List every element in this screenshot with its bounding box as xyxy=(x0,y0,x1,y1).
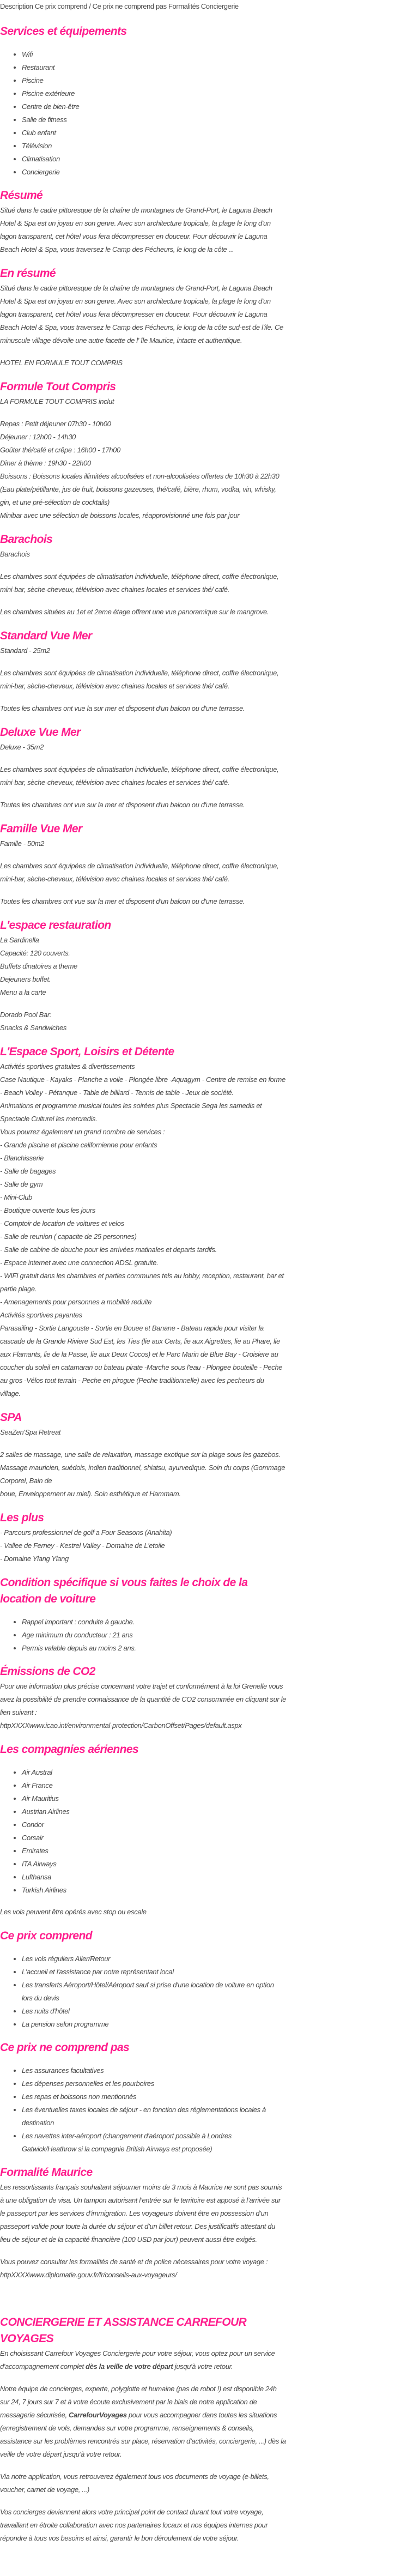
section-conciergerie-et-assistance-carrefour-voy xyxy=(0,2314,286,2545)
list-item: • Centre de bien-être xyxy=(22,100,286,113)
section-en-resume xyxy=(0,265,286,370)
list-item: • ITA Airways xyxy=(22,1858,286,1871)
text-line: - Salle de bagages xyxy=(0,1167,56,1175)
list-item: • Lufthansa xyxy=(22,1871,286,1884)
text-line: Goûter thé/café et crêpe : 16h00 - 17h00 xyxy=(0,446,120,454)
text-line: Case Nautique - Kayaks - Planche a voile - Plongée libre -Aquagym - Centre de remise en forme - Beach Volley - Pétanque - Table de billiard - Tennis de table - Jeux de société. xyxy=(0,1075,286,1097)
text-line: Dîner à thème : 19h30 - 22h00 xyxy=(0,459,91,467)
section-deluxe-vue-mer xyxy=(0,724,286,812)
text-line: HOTEL EN FORMULE TOUT COMPRIS xyxy=(0,359,123,367)
section-spa xyxy=(0,1410,286,1501)
list-item: • Les transferts Aéroport/Hôtel/Aéroport sauf si prise d'une location de voiture en option lors du devis xyxy=(22,1979,286,2005)
section-heading: Deluxe Vue Mer xyxy=(0,726,81,739)
list-item: • Les vols réguliers Aller/Retour xyxy=(22,1952,286,1966)
section-heading: Formalité Maurice xyxy=(0,2166,93,2179)
text-line: Repas : Petit déjeuner 07h30 - 10h00 xyxy=(0,420,111,428)
paragraph xyxy=(0,837,286,850)
list-item: • Air Mauritius xyxy=(22,1792,286,1805)
text-line: Toutes les chambres ont vue sur la mer et disposent d'un balcon ou d'une terrasse. xyxy=(0,897,245,905)
text-line: - Grande piscine et piscine californienne pour enfants xyxy=(0,1141,157,1149)
text-line: - Comptoir de location de voitures et velos xyxy=(0,1219,124,1227)
paragraph xyxy=(0,1060,286,1400)
section-resume xyxy=(0,188,286,256)
paragraph xyxy=(0,1526,286,1565)
section-heading: Famille Vue Mer xyxy=(0,823,82,835)
section-heading: L'Espace Sport, Loisirs et Détente xyxy=(0,1045,174,1058)
text-line: boue, Enveloppement au miel). Soin esthétique et Hammam. xyxy=(0,1490,181,1498)
section-heading: Les plus xyxy=(0,1511,44,1524)
section-heading: CONCIERGERIE ET ASSISTANCE CARREFOUR VOYAGES xyxy=(0,2316,247,2345)
list-item: • Age minimum du conducteur : 21 ans xyxy=(22,1629,286,1642)
paragraph xyxy=(0,1906,286,1919)
list-item: • Emirates xyxy=(22,1845,286,1858)
bullet-list xyxy=(0,1952,286,2031)
text-line: - Salle de reunion ( capacite de 25 personnes) xyxy=(0,1232,137,1241)
text-line: - WIFI gratuit dans les chambres et parties communes tels au lobby, reception, restaurant, bar et partie plage. xyxy=(0,1272,284,1293)
paragraph xyxy=(0,548,286,561)
paragraph xyxy=(0,2347,286,2373)
paragraph xyxy=(0,934,286,999)
list-item: • Air Austral xyxy=(22,1766,286,1779)
bold-text: dès la veille de votre départ xyxy=(86,2362,173,2371)
text-line: Boissons : Boissons locales illimitées alcoolisées et non-alcoolisées offertes de 10h30 à 22h30 (Eau plate/pétillante, jus de fruit, boissons gazeuses, thé/café, bière, rhum, vodka, vin, whisky, gin, et une pré-sélection de cocktails) xyxy=(0,472,280,506)
text-line: Toutes les chambres ont vue la sur mer et disposent d'un balcon ou d'une terrasse. xyxy=(0,704,245,712)
text-line: Les vols peuvent être opérés avec stop ou escale xyxy=(0,1908,147,1916)
list-item: • Permis valable depuis au moins 2 ans. xyxy=(22,1642,286,1655)
text-line: - Amenagements pour personnes a mobilité reduite xyxy=(0,1298,152,1306)
bold-text: CarrefourVoyages xyxy=(68,2411,127,2419)
paragraph xyxy=(0,2181,286,2246)
section-famille-vue-mer xyxy=(0,821,286,908)
paragraph xyxy=(0,799,286,812)
list-item: • Piscine xyxy=(22,74,286,87)
paragraph xyxy=(0,763,286,789)
paragraph xyxy=(0,644,286,657)
section-heading: Barachois xyxy=(0,533,53,546)
section-heading: En résumé xyxy=(0,267,56,280)
text-line: - Vallee de Ferney - Kestrel Valley - Domaine de L'etoile xyxy=(0,1541,165,1550)
text-line: Les ressortissants français souhaitant séjourner moins de 3 mois à Maurice ne sont pas soumis à une obligation de visa. Un tampon autorisant l’entrée sur le territoire est apposé à l’arrivée sur le passeport par les services d’immigration. Les voyageurs doivent être en possession d’un passeport valide pour toute la durée du séjour et d’un billet retour. Des justificatifs attestant du lieu de séjour et de la capacité financière (100 USD par jour) peuvent aussi être exigés. xyxy=(0,2183,282,2244)
section-emissions-de-co2 xyxy=(0,1664,286,1732)
text-line: 2 salles de massage, une salle de relaxation, massage exotique sur la plage sous les gazebos. Massage mauricien, suédois, indien traditionnel, shiatsu, ayurvedique. Soin du corps (Gommage Corporel, Bain de xyxy=(0,1450,286,1485)
list-item: • L'accueil et l'assistance par notre représentant local xyxy=(22,1966,286,1979)
list-item: • Austrian Airlines xyxy=(22,1805,286,1818)
paragraph xyxy=(0,2383,286,2461)
sections-container xyxy=(0,23,286,2545)
section-heading: Résumé xyxy=(0,189,43,202)
list-item: • Les éventuelles taxes locales de séjour - en fonction des réglementations locales à destination xyxy=(22,2103,286,2130)
text-line: Vous pourrez également un grand nombre de services : xyxy=(0,1128,165,1136)
bullet-list xyxy=(0,2064,286,2156)
text-line: Toutes les chambres ont vue sur la mer et disposent d'un balcon ou d'une terrasse. xyxy=(0,801,245,809)
paragraph xyxy=(0,1008,286,1035)
text-segment: pour vous accompagner dans toutes les situations (enregistrement de vols, demandes sur votre programme, renseignements & conseils, assistance sur les problèmes rencontrés sur place, réservation d’activités, conciergerie, ...) dès la veille de votre départ jusqu’à votre retour. xyxy=(0,2411,286,2458)
text-line: Pour une information plus précise concernant votre trajet et conformément à la loi Grenelle vous avez la possibilité de prendre connaissance de la quantité de CO2 consommée en cliquant sur le lien suivant : xyxy=(0,1682,286,1716)
section-ce-prix-ne-comprend-pas xyxy=(0,2040,286,2156)
section-heading: Émissions de CO2 xyxy=(0,1665,95,1678)
list-item: • Télévision xyxy=(22,140,286,153)
paragraph xyxy=(0,2506,286,2545)
text-line: Situé dans le cadre pittoresque de la chaîne de montagnes de Grand-Port, le Laguna Beach Hotel & Spa est un joyau en son genre. Avec son architecture tropicale, la plage le long d'un lagon transparent, cet hôtel vous fera décompresser en douceur. Pour découvrir le Laguna Beach Hotel & Spa, vous traversez le Camp des Pécheurs, le long de la côte sud-est de l'île. Ce minuscule village dévoile une autre facette de l' île Maurice, intacte et authentique. xyxy=(0,284,283,344)
text-line: httpXXXXwww.icao.int/environmental-protection/CarbonOffset/Pages/default.aspx xyxy=(0,1721,242,1730)
text-line: Snacks & Sandwiches xyxy=(0,1024,66,1032)
bullet-list xyxy=(0,1616,286,1655)
bullet-list xyxy=(0,1766,286,1897)
paragraph xyxy=(0,418,286,522)
list-item: • Les navettes inter-aéroport (changement d'aéroport possible à Londres Gatwick/Heathrow si la compagnie British Airways est proposée) xyxy=(22,2130,286,2156)
text-line: - Blanchisserie xyxy=(0,1154,44,1162)
paragraph xyxy=(0,860,286,886)
list-item: • Condor xyxy=(22,1818,286,1831)
paragraph xyxy=(0,356,286,370)
text-line: - Domaine Ylang Ylang xyxy=(0,1555,69,1563)
list-item: • Club enfant xyxy=(22,126,286,140)
paragraph xyxy=(0,570,286,596)
list-item: • Conciergerie xyxy=(22,166,286,179)
section-services-et-equipements xyxy=(0,23,286,179)
section-heading: Les compagnies aériennes xyxy=(0,1743,139,1756)
section-heading: Ce prix comprend xyxy=(0,1930,92,1942)
list-item: • Corsair xyxy=(22,1831,286,1845)
section-formule-tout-compris xyxy=(0,379,286,522)
text-line: - Mini-Club xyxy=(0,1193,32,1201)
text-line: Standard - 25m2 xyxy=(0,646,50,655)
text-line: Les chambres sont équipées de climatisation individuelle, téléphone direct, coffre électronique, mini-bar, sèche-cheveux, télévision avec chaines locales et services thé/ café. xyxy=(0,572,279,594)
paragraph xyxy=(0,204,286,256)
paragraph xyxy=(0,667,286,693)
paragraph xyxy=(0,1448,286,1501)
paragraph xyxy=(0,895,286,908)
text-line: Deluxe - 35m2 xyxy=(0,743,44,751)
text-line: Via notre application, vous retrouverez également tous vos documents de voyage (e-billets, voucher, carnet de voyage, ...) xyxy=(0,2472,269,2494)
section-les-plus xyxy=(0,1510,286,1565)
intro-line: Description Ce prix comprend / Ce prix ne comprend pas Formalités Conciergerie xyxy=(0,2,239,10)
list-item: • Les assurances facultatives xyxy=(22,2064,286,2077)
text-line: Capacité: 120 couverts. xyxy=(0,949,70,957)
list-item: • Turkish Airlines xyxy=(22,1884,286,1897)
paragraph xyxy=(0,741,286,754)
paragraph xyxy=(0,395,286,408)
section-standard-vue-mer xyxy=(0,628,286,715)
list-item: • Climatisation xyxy=(22,153,286,166)
text-line: Les chambres sont équipées de climatisation individuelle, téléphone direct, coffre électronique, mini-bar, sèche-cheveux, télévision avec chaines locales et services thé/ café. xyxy=(0,765,279,787)
section-formalite-maurice xyxy=(0,2164,286,2282)
list-item: • Piscine extérieure xyxy=(22,87,286,100)
text-line: La Sardinella xyxy=(0,936,39,944)
paragraph xyxy=(0,1680,286,1732)
section-les-compagnies-aeriennes xyxy=(0,1741,286,1919)
section-heading: Ce prix ne comprend pas xyxy=(0,2041,130,2054)
text-segment: Notre équipe de concierges, experte, polyglotte et humaine (pas de robot !) est disponible 24h sur 24, 7 jours sur 7 et à votre écoute exclusivement par le biais de notre application de messagerie sécurisée, xyxy=(0,2385,277,2419)
text-line: Animations et programme musical toutes les soirées plus Spectacle Sega les samedis et Spectacle Culturel les mercredis. xyxy=(0,1102,262,1123)
list-item: • Rappel important : conduite à gauche. xyxy=(22,1616,286,1629)
text-line: - Boutique ouverte tous les jours xyxy=(0,1206,95,1214)
section-condition-specifique-si-vous-faites-le-c xyxy=(0,1575,286,1655)
paragraph xyxy=(0,606,286,619)
section-l-espace-restauration xyxy=(0,917,286,1035)
section-heading: Standard Vue Mer xyxy=(0,630,92,642)
paragraph xyxy=(0,2255,286,2282)
section-heading: Services et équipements xyxy=(0,25,127,38)
text-line: - Salle de gym xyxy=(0,1180,43,1188)
text-line: httpXXXXwww.diplomatie.gouv.fr/fr/conseils-aux-voyageurs/ xyxy=(0,2271,177,2279)
text-line: - Salle de cabine de douche pour les arrivées matinales et departs tardifs. xyxy=(0,1245,217,1254)
text-line: Dorado Pool Bar: xyxy=(0,1011,52,1019)
section-heading: Formule Tout Compris xyxy=(0,380,116,393)
text-line: Les chambres sont équipées de climatisation individuelle, téléphone direct, coffre électronique, mini-bar, sèche-cheveux, télévision avec chaines locales et services thé/ café. xyxy=(0,669,279,690)
text-line: LA FORMULE TOUT COMPRIS inclut xyxy=(0,397,114,406)
list-item: • Les repas et boissons non mentionnés xyxy=(22,2090,286,2103)
text-line: Barachois xyxy=(0,550,30,558)
section-heading: SPA xyxy=(0,1411,22,1424)
paragraph xyxy=(0,282,286,347)
list-item: • La pension selon programme xyxy=(22,2018,286,2031)
section-l-espace-sport-loisirs-et-detente xyxy=(0,1044,286,1400)
text-line: Les chambres sont équipées de climatisation individuelle, téléphone direct, coffre électronique, mini-bar, sèche-cheveux, télévision avec chaines locales et services thé/ café. xyxy=(0,862,279,883)
text-line: Famille - 50m2 xyxy=(0,839,45,848)
section-barachois xyxy=(0,531,286,619)
list-item: • Restaurant xyxy=(22,61,286,74)
text-line: Dejeuners buffet. xyxy=(0,975,51,983)
text-line: Buffets dinatoires a theme xyxy=(0,962,77,970)
list-item: • Salle de fitness xyxy=(22,113,286,126)
text-line: - Espace internet avec une connection ADSL gratuite. xyxy=(0,1259,159,1267)
bullet-list xyxy=(0,48,286,179)
section-heading: L'espace restauration xyxy=(0,919,111,932)
text-line: Parasailing - Sortie Langouste - Sortie en Bouee et Banane - Bateau rapide pour visiter la cascade de la Grande Riviere Sud Est, les Ties (lie aux Certs, lie aux Aigrettes, lie au Phare, lie aux Flamants, lie de la Passe, lie aux Deux Cocos) et le Parc Marin de Blue Bay - Croisiere au coucher du soleil en catamaran ou bateau pirate -Marche sous l'eau - Plongee bouteille - Peche au gros -Vélos tout terrain - Peche en pirogue (Peche traditionnelle) avec les pecheurs du village. xyxy=(0,1324,283,1398)
list-item: • Air France xyxy=(22,1779,286,1792)
text-line: Situé dans le cadre pittoresque de la chaîne de montagnes de Grand-Port, le Laguna Beach Hotel & Spa est un joyau en son genre. Avec son architecture tropicale, la plage le long d'un lagon transparent, cet hôtel vous fera décompresser en douceur. Pour découvrir le Laguna Beach Hotel & Spa, vous traversez le Camp des Pécheurs, le long de la côte ... xyxy=(0,206,272,253)
list-item: • Les nuits d'hôtel xyxy=(22,2005,286,2018)
list-item: • Les dépenses personnelles et les pourboires xyxy=(22,2077,286,2090)
text-segment: En choisissant Carrefour Voyages Conciergerie pour votre séjour, vous optez pour un service d'accompagnement complet xyxy=(0,2349,275,2371)
text-line: - Parcours professionnel de golf a Four Seasons (Anahita) xyxy=(0,1528,172,1537)
text-line: Vos concierges deviennent alors votre principal point de contact durant tout votre voyage, travaillant en étroite collaboration avec nos partenaires locaux et nos équipes internes pour répondre à tous vos besoins et ainsi, garantir le bon déroulement de votre séjour. xyxy=(0,2508,268,2542)
text-line: Activités sportives payantes xyxy=(0,1311,82,1319)
section-ce-prix-comprend xyxy=(0,1928,286,2031)
section-heading: Condition spécifique si vous faites le choix de la location de voiture xyxy=(0,1576,248,1605)
paragraph xyxy=(0,702,286,715)
paragraph xyxy=(0,2470,286,2496)
text-line: Les chambres situées au 1et et 2eme étage offrent une vue panoramique sur le mangrove. xyxy=(0,608,269,616)
text-line: Vous pouvez consulter les formalités de santé et de police nécessaires pour votre voyage : xyxy=(0,2258,268,2266)
text-line: Minibar avec une sélection de boissons locales, réapprovisionné une fois par jour xyxy=(0,511,240,519)
text-line: Activités sportives gratuites & divertissements xyxy=(0,1062,135,1071)
text-segment: jusqu'à votre retour. xyxy=(173,2362,233,2371)
text-line: Déjeuner : 12h00 - 14h30 xyxy=(0,433,76,441)
text-line: SeaZen'Spa Retreat xyxy=(0,1428,61,1436)
list-item: • Wifi xyxy=(22,48,286,61)
paragraph xyxy=(0,1426,286,1439)
text-line: Menu a la carte xyxy=(0,988,46,996)
